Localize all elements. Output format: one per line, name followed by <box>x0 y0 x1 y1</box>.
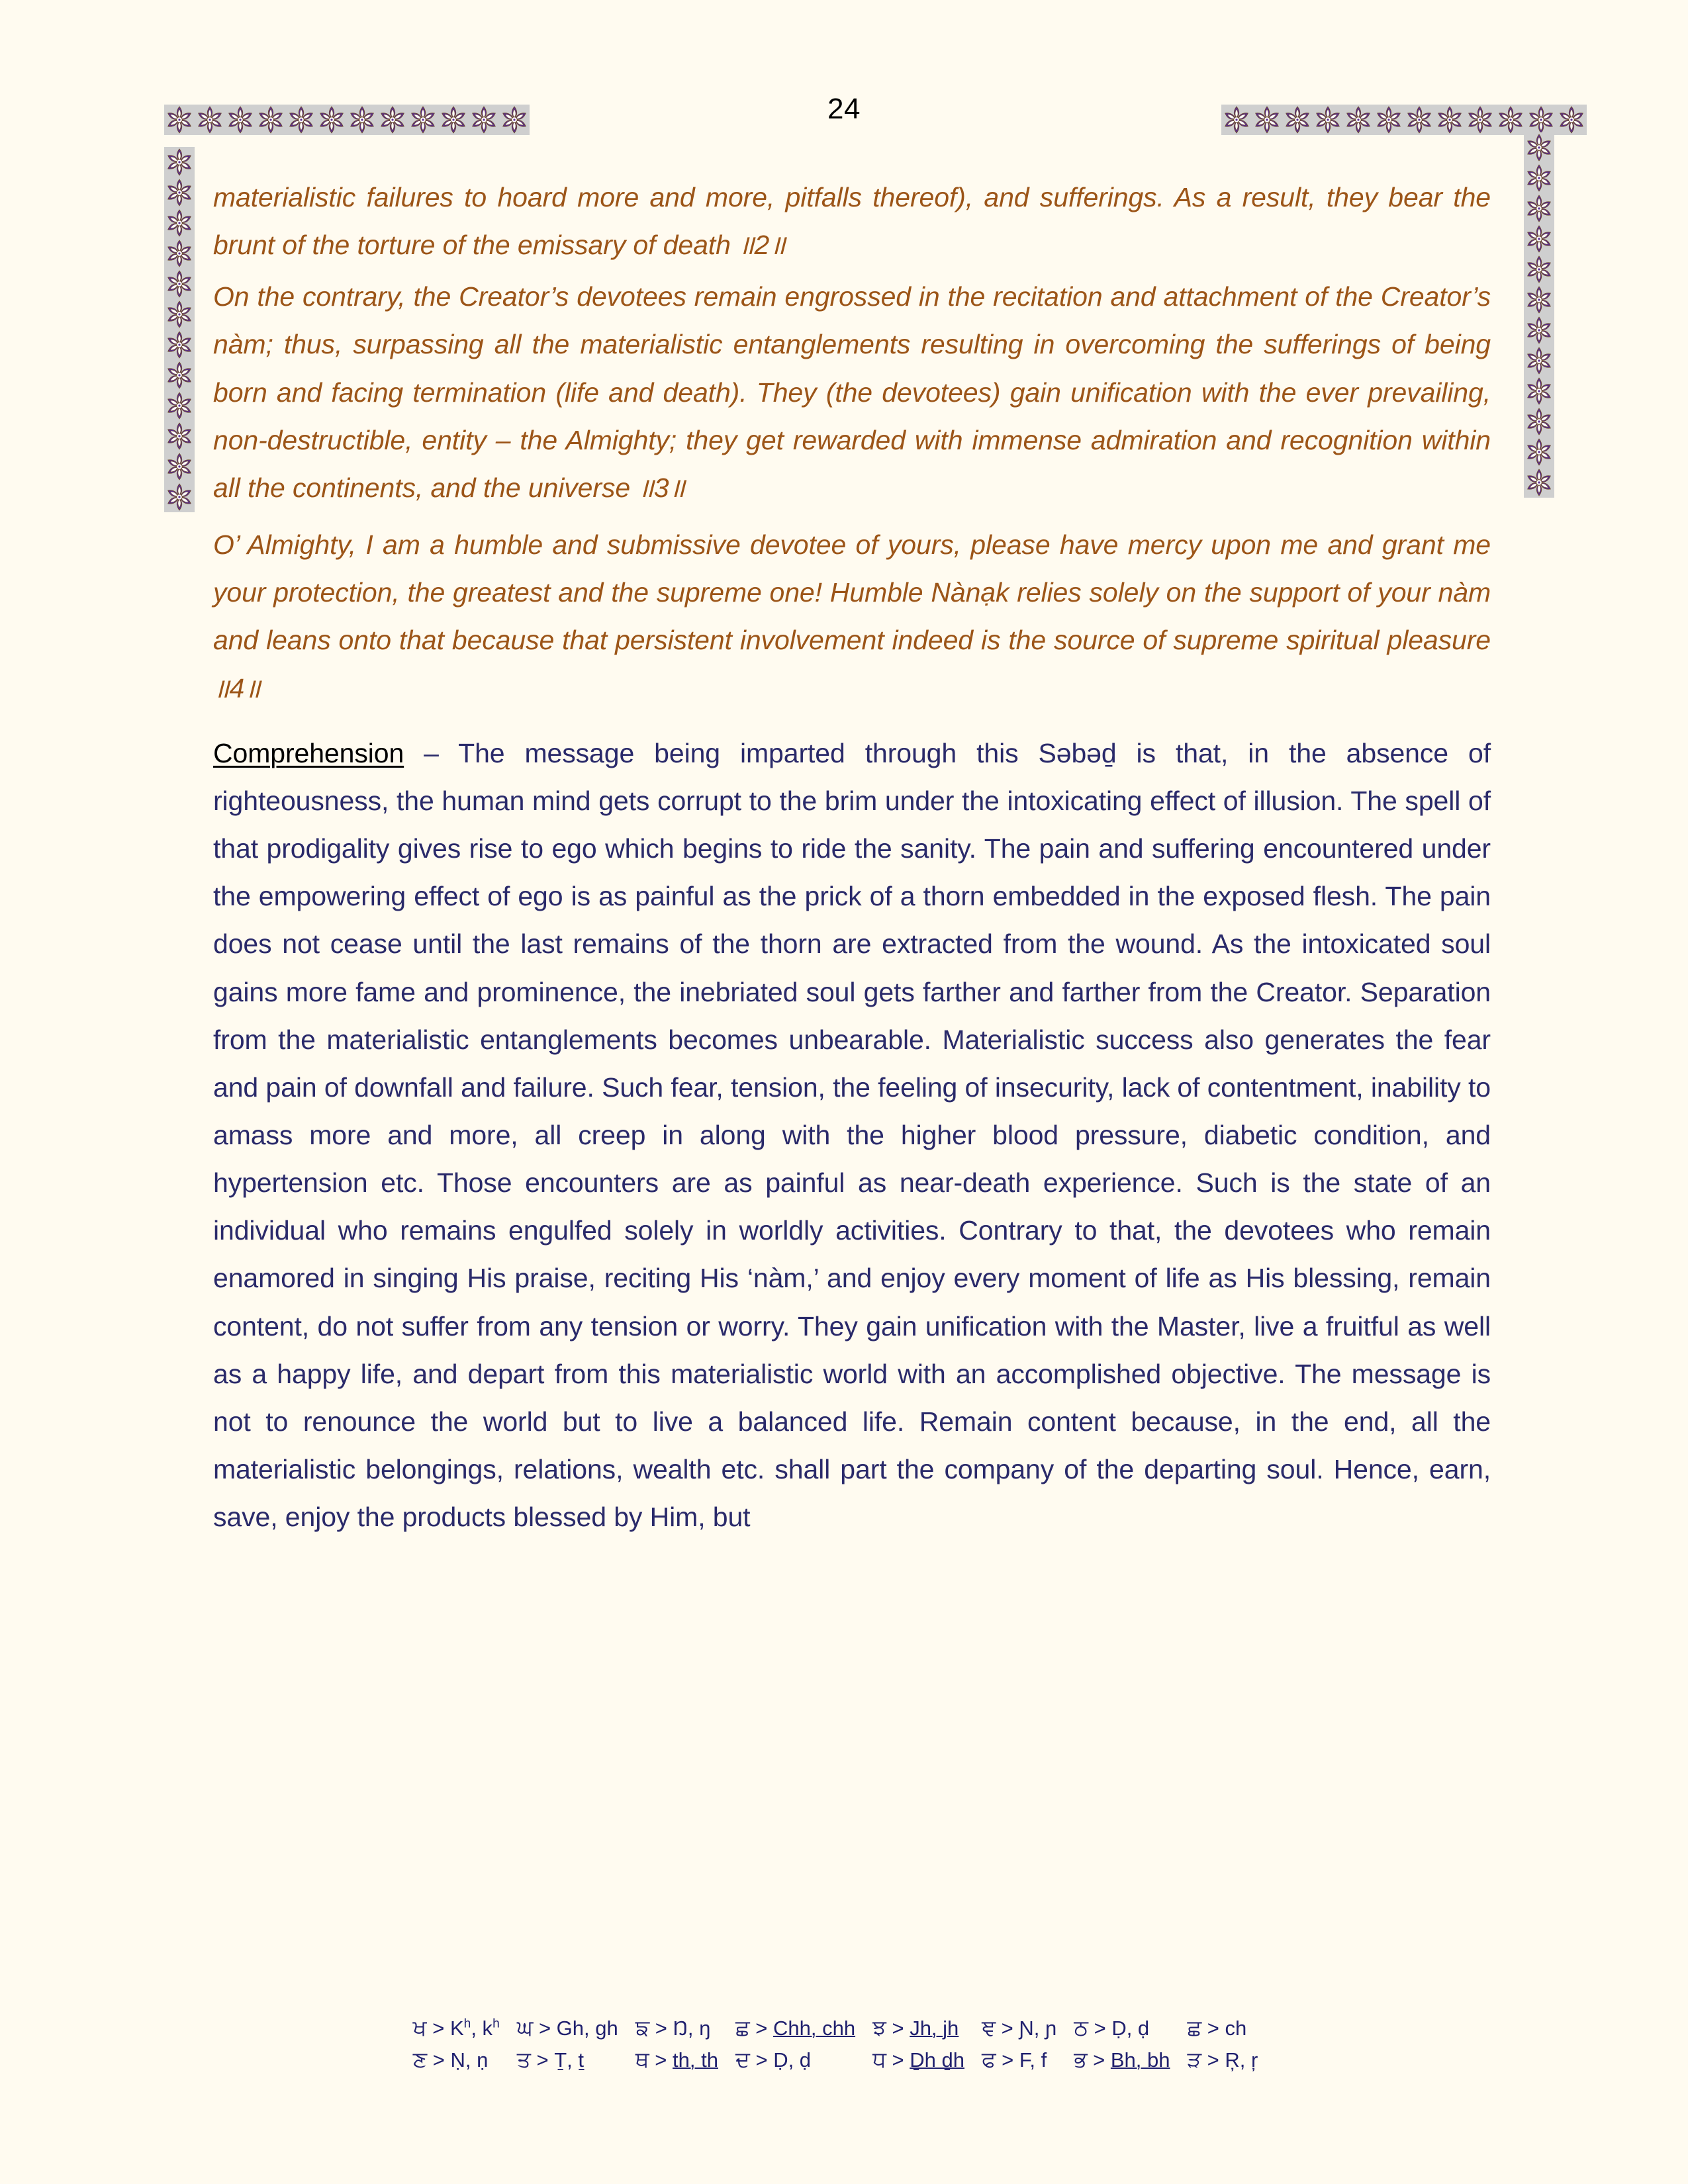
transliteration-row <box>413 2044 1276 2075</box>
gurmukhi-letter: ਭ <box>1074 2046 1088 2071</box>
six-petal-flower-ornament <box>1524 437 1554 467</box>
six-petal-flower-ornament <box>164 177 195 208</box>
mapping-arrow: > <box>755 2017 768 2040</box>
verse-paragraph-2: materialistic failures to hoard more and more, pitfalls thereof), and sufferings. As a result, they bear the brunt of the torture of the emissary of death ॥2॥ <box>213 182 1491 261</box>
transliteration-entry <box>982 2012 1074 2044</box>
mapping-arrow: > <box>892 2048 904 2071</box>
mapping-arrow: > <box>538 2017 551 2040</box>
six-petal-flower-ornament <box>1524 254 1554 285</box>
comprehension-heading: Comprehension <box>213 737 404 768</box>
roman-transliteration: Ḍ, ḍ <box>1111 2017 1150 2040</box>
six-petal-flower-ornament <box>377 105 408 135</box>
gurmukhi-letter: ਙ <box>635 2015 650 2040</box>
six-petal-flower-ornament <box>438 105 469 135</box>
six-petal-flower-ornament <box>1556 105 1587 135</box>
transliteration-entry <box>517 2012 635 2044</box>
six-petal-flower-ornament <box>1524 406 1554 437</box>
six-petal-flower-ornament <box>1374 105 1404 135</box>
six-petal-flower-ornament <box>316 105 347 135</box>
transliteration-entry <box>982 2044 1074 2075</box>
page-number: 24 <box>827 93 861 125</box>
six-petal-flower-ornament <box>1524 193 1554 224</box>
roman-transliteration: ch <box>1225 2017 1247 2040</box>
roman-transliteration: Ḍ, ḍ <box>773 2048 812 2071</box>
six-petal-flower-ornament <box>164 390 195 421</box>
six-petal-flower-ornament <box>1465 105 1495 135</box>
mapping-arrow: > <box>1094 2017 1106 2040</box>
comprehension-paragraph <box>213 729 1491 1541</box>
comprehension-body: The message being imparted through this Səbəḏ is that, in the absence of righteousness, the human mind gets corrupt to the brim under the intoxicating effect of illusion. The spell of that prodigality gives rise to ego which begins to ride the sanity. The pain and suffering encountered under the empowering effect of ego is as painful as the prick of a thorn embedded in the exposed flesh. The pain does not cease until the last remains of the thorn are extracted from the wound. As the intoxicated soul gains more fame and prominence, the inebriated soul gets farther and farther from the Creator. Separation from the materialistic entanglements becomes unbearable. Materialistic success also generates the fear and pain of downfall and failure. Such fear, tension, the feeling of insecurity, lack of contentment, inability to amass more and more, all creep in along with the higher blood pressure, diabetic condition, and hypertension etc. Those encounters are as painful as near-death experience. Such is the state of an individual who remains engulfed solely in worldly activities. Contrary to that, the devotees who remain enamored in singing His praise, reciting His ‘nàm,’ and enjoy every moment of life as His blessing, remain content, do not suffer from any tension or worry. They gain unification with the Master, live a fruitful as well as a happy life, and depart from this materialistic world with an accomplished objective. The message is not to renounce the world but to live a balanced life. Remain content because, in the end, all the materialistic belongings, relations, wealth etc. shall part the company of the departing soul. Hence, earn, save, enjoy the products blessed by Him, but <box>213 737 1491 1533</box>
transliteration-table <box>413 2012 1276 2075</box>
six-petal-flower-ornament <box>225 105 256 135</box>
six-petal-flower-ornament <box>164 451 195 482</box>
gurmukhi-letter: ਤ <box>516 2046 531 2071</box>
gurmukhi-letter: ਛ <box>735 2015 750 2040</box>
transliteration-entry <box>635 2012 735 2044</box>
mapping-arrow: > <box>1093 2048 1105 2071</box>
gurmukhi-letter: ਝ <box>872 2015 886 2040</box>
roman-transliteration: F, f <box>1019 2048 1047 2071</box>
transliteration-entry <box>413 2044 517 2075</box>
six-petal-flower-ornament <box>499 105 530 135</box>
roman-transliteration: Ṇ, ṇ <box>450 2048 489 2071</box>
mapping-arrow: > <box>1002 2048 1014 2071</box>
transliteration-row <box>413 2012 1276 2044</box>
six-petal-flower-ornament <box>164 269 195 299</box>
six-petal-flower-ornament <box>1524 315 1554 345</box>
gurmukhi-letter: ਦ <box>735 2046 750 2071</box>
mapping-arrow: > <box>655 2048 667 2071</box>
six-petal-flower-ornament <box>408 105 438 135</box>
roman-transliteration: Gh, gh <box>556 2017 618 2040</box>
six-petal-flower-ornament <box>1495 105 1526 135</box>
roman-transliteration: Chh, chh <box>773 2017 856 2040</box>
six-petal-flower-ornament <box>1524 163 1554 193</box>
ornament-border-right <box>1524 132 1554 498</box>
six-petal-flower-ornament <box>164 360 195 390</box>
mapping-arrow: > <box>1207 2017 1219 2040</box>
six-petal-flower-ornament <box>1434 105 1465 135</box>
mapping-arrow: > <box>892 2017 904 2040</box>
mapping-arrow: > <box>432 2017 445 2040</box>
six-petal-flower-ornament <box>164 299 195 330</box>
six-petal-flower-ornament <box>1524 285 1554 315</box>
gurmukhi-letter: ਛ <box>1187 2015 1202 2040</box>
transliteration-entry <box>1074 2012 1187 2044</box>
gurmukhi-letter: ਠ <box>1074 2015 1088 2040</box>
gurmukhi-letter: ਖ <box>412 2015 427 2040</box>
gurmukhi-letter: ੜ <box>1187 2046 1202 2071</box>
comprehension-separator: – <box>404 737 459 768</box>
six-petal-flower-ornament <box>1343 105 1374 135</box>
ornament-border-left <box>164 147 195 512</box>
gurmukhi-letter: ਫ <box>981 2046 996 2071</box>
gurmukhi-letter: ਧ <box>872 2046 886 2071</box>
roman-transliteration: th, th <box>673 2048 718 2071</box>
six-petal-flower-ornament <box>1313 105 1343 135</box>
six-petal-flower-ornament <box>1526 105 1556 135</box>
ornament-border-top-left <box>164 105 530 135</box>
transliteration-entry <box>1187 2044 1275 2075</box>
six-petal-flower-ornament <box>286 105 316 135</box>
six-petal-flower-ornament <box>1524 467 1554 498</box>
six-petal-flower-ornament <box>1252 105 1282 135</box>
mapping-arrow: > <box>1207 2048 1219 2071</box>
verse-paragraph-3: On the contrary, the Creator’s devotees remain engrossed in the recitation and attachment of the Creator’s nàm; thus, surpassing all the materialistic entanglements resulting in overcoming the sufferings of being born and facing termination (life and death). They (the devotees) gain unification with the ever prevailing, non-destructible, entity – the Almighty; they get rewarded with immense admiration and recognition within all the continents, and the universe ॥3॥ <box>213 281 1491 503</box>
verse-paragraph-4: O’ Almighty, I am a humble and submissive devotee of yours, please have mercy upon me and grant me your protection, the greatest and the supreme one! Humble Nànạk relies solely on the support of your nàm and leans onto that because that persistent involvement indeed is the source of supreme spiritual pleasure ॥4॥ <box>213 529 1491 704</box>
mapping-arrow: > <box>536 2048 549 2071</box>
roman-transliteration: $K^h$, $k^h$ <box>449 2017 500 2040</box>
gurmukhi-letter: ਘ <box>516 2015 534 2040</box>
mapping-arrow: > <box>655 2017 667 2040</box>
page-content <box>213 173 1491 1541</box>
transliteration-entry <box>872 2012 982 2044</box>
roman-transliteration: Ŗ, ŗ <box>1225 2048 1258 2071</box>
six-petal-flower-ornament <box>347 105 377 135</box>
gurmukhi-letter: ਥ <box>635 2046 649 2071</box>
six-petal-flower-ornament <box>1524 345 1554 376</box>
ornament-border-top-right <box>1221 105 1587 135</box>
roman-transliteration: Ŋ, ŋ <box>673 2017 711 2040</box>
transliteration-entry <box>413 2012 517 2044</box>
transliteration-entry <box>635 2044 735 2075</box>
six-petal-flower-ornament <box>164 238 195 269</box>
roman-transliteration: Ṯ, ṯ <box>554 2048 585 2071</box>
six-petal-flower-ornament <box>164 482 195 512</box>
roman-transliteration: Ɲ, ɲ <box>1019 2017 1057 2040</box>
transliteration-entry <box>872 2044 982 2075</box>
roman-transliteration: Bh, bh <box>1110 2048 1170 2071</box>
six-petal-flower-ornament <box>164 208 195 238</box>
six-petal-flower-ornament <box>1524 132 1554 163</box>
six-petal-flower-ornament <box>256 105 286 135</box>
footnote-transliteration-key <box>0 2012 1688 2075</box>
transliteration-entry <box>517 2044 635 2075</box>
mapping-arrow: > <box>755 2048 768 2071</box>
six-petal-flower-ornament <box>1524 224 1554 254</box>
gurmukhi-letter: ਞ <box>981 2015 996 2040</box>
mapping-arrow: > <box>432 2048 445 2071</box>
transliteration-entry <box>735 2012 872 2044</box>
six-petal-flower-ornament <box>195 105 225 135</box>
gurmukhi-letter: ਣ <box>412 2046 428 2071</box>
transliteration-entry <box>1187 2012 1275 2044</box>
roman-transliteration: Ḏh ḏh <box>910 2048 964 2071</box>
transliteration-entry <box>735 2044 872 2075</box>
transliteration-entry <box>1074 2044 1187 2075</box>
six-petal-flower-ornament <box>1404 105 1434 135</box>
six-petal-flower-ornament <box>1221 105 1252 135</box>
six-petal-flower-ornament <box>164 421 195 451</box>
roman-transliteration: Jh, jh <box>910 2017 959 2040</box>
six-petal-flower-ornament <box>469 105 499 135</box>
mapping-arrow: > <box>1001 2017 1013 2040</box>
six-petal-flower-ornament <box>164 105 195 135</box>
six-petal-flower-ornament <box>164 330 195 360</box>
six-petal-flower-ornament <box>1282 105 1313 135</box>
six-petal-flower-ornament <box>164 147 195 177</box>
six-petal-flower-ornament <box>1524 376 1554 406</box>
